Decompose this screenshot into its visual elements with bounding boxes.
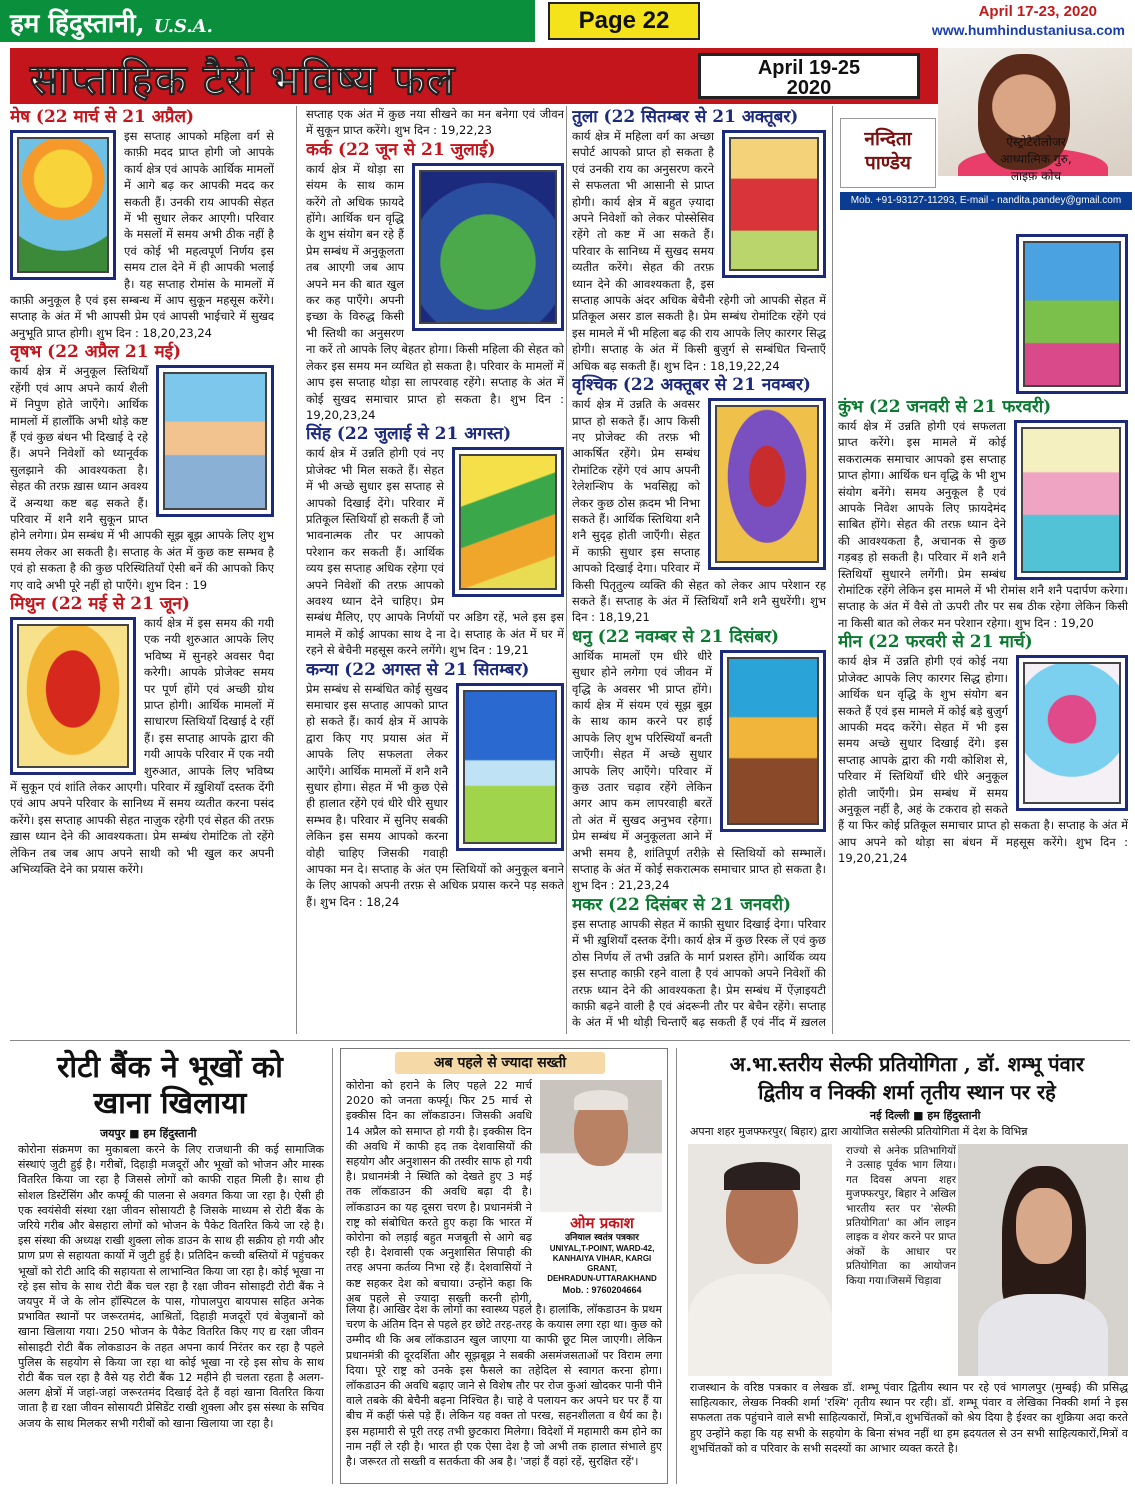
tarot-card-kark [412, 163, 564, 331]
page-number: Page 22 [548, 2, 700, 40]
section-divider [10, 1040, 1130, 1041]
tarot-card-singh [452, 447, 564, 597]
column-divider [296, 106, 297, 1034]
photo-shambhu-panwar [688, 1144, 832, 1376]
sign-dhanu-text: आर्थिक मामलों एम धीरे धीरे सुधार होने लगेगा एवं जीवन में वृद्धि के अवसर भी प्राप्त होंगे। कार्य क्षेत्र में संयम एवं सूझ बूझ के साथ काम करने पर हाई आपके लिए शुभ परिस्थियाँ बनती जाएँगी। सेहत में अच्छे सुधार आपके लिए आएँगे। परिवार में कुछ उतार चढ़ाव रहेंगे लेकिन अगर आप कम लापरवाही बरतें तो अंत में सुखद अनुभव रहेगा। प्रेम सम्बंध में अनुकूलता आने में अभी समय है, शांतिपूर्ण तरीक़े से स्तिथियों को सम्भालें। सप्ताह के अंत में कोई सकरात्मक समाचार प्राप्त हो सकता है। शुभ दिन : 21,23,24 [572, 648, 826, 893]
tarot-card-kumbh [1014, 420, 1128, 580]
story2-author-address3: DEHRADUN-UTTARAKHAND [547, 1274, 657, 1283]
sign-mesh-heading: मेष (22 मार्च से 21 अप्रैल) [10, 107, 195, 127]
sign-vrishabh-heading: वृषभ (22 अप्रैल 21 मई) [10, 342, 182, 363]
story2-author-address1: UNIYAL,T-POINT, WARD-42, [549, 1244, 655, 1253]
sign-meen-text: कार्य क्षेत्र में उन्नति होगी एवं कोई नया प्रोजेक्ट आपके लिए कारगर सिद्ध होगा। आर्थिक धन वृद्धि के शुभ संयोग बन सकते हैं एवं इस मामले में कोई बड़े बुज़ुर्ग आपकी मदद करेंगे। सेहत में भी इस समय अच्छे सुधार दिखाई देंगे। इस सप्ताह आपके द्वारा की गयी कोशिश से, परिवार में स्तिथियाँ धीरे धीरे अनुकूल होती जाएँगी। प्रेम सम्बंध में समय अनुकूल नहीं है, अहं के टकराव हो सकते हैं या फिर कोई प्रतिकूल समाचार प्राप्त हो सकता है। सप्ताह के अंत में आप अपने को थोड़ा सा बंधन में महसूस करेंगे। शुभ दिन : 19,20,21,24 [838, 654, 1128, 866]
sign-makar-text: इस सप्ताह आपकी सेहत में काफ़ी सुधार दिखाई देगा। परिवार में भी ख़ुशियाँ दस्तक देंगी। कार्य क्षेत्र में कुछ रिस्क लें एवं कुछ ठोस निर्णय लें तभी उन्नति के मार्ग प्रशस्त होंगे। आर्थिक व्यय इस सप्ताह काफ़ी रहने वाला है एवं आपको अपने निवेशों की तरफ़ ध्यान देने की आवश्यकता है। प्रेम सम्बंध में ऐंज़ाइयटी काफ़ी बढ़ने वाली है एवं अंदरूनी तौर पर बेचैन रहेंगे। सप्ताह के अंत में भी थोड़ी चिन्ताएँ बढ़ सकती हैं एवं नींद में ख़लल [572, 916, 826, 1030]
sign-kark-text: कार्य क्षेत्र में थोड़ा सा संयम के साथ काम करेंगे तो अधिक फ़ायदे होंगे। आर्थिक धन वृद्धि के शुभ संयोग बन रहे हैं प्रेम सम्बंध में अनुकूलता तब आएगी जब आप अपने मन की बात खुल कर कह पाएँगे। अपनी इच्छा के विरुद्ध किसी भी स्तिथी का अनुसरण ना करें तो आपके लिए बेहतर होगा। किसी महिला की सेहत को लेकर इस समय मन व्यथित हो सकता है। परिवार के मामलों में आप इस सप्ताह थोड़ा सा लापरवाह रहेंगे। सप्ताह के अंत में कोई सुखद समाचार प्राप्त हो सकता है। शुभ दिन : 19,20,23,24 [306, 161, 564, 422]
story2-author-card [540, 1214, 664, 1294]
story1-title-line1: रोटी बैंक ने भूखों को [57, 1050, 283, 1085]
tarot-card-tula [722, 130, 826, 278]
tarot-card-vrishabh [156, 365, 274, 517]
tarot-title-band [10, 48, 938, 104]
sign-singh-text: कार्य क्षेत्र में उन्नति होगी एवं नए प्रोजेक्ट भी मिल सकते हैं। सेहत में भी अच्छे सुधार इस सप्ताह से आपको दिखाई देंगे। परिवार में प्रतिकूल स्तिथियाँ हो सकती हैं जो भावनात्मक तौर पर आपको परेशान कर सकती हैं। आर्थिक व्यय इस सप्ताह अधिक रहेगा एवं अपने निवेशों की तरफ़ आपको अवश्य ध्यान देने चाहिए। प्रेम सम्बंध मैलिए, एए आपके निर्णयों पर अडिग रहें, भले इस इस मामले में कोई आपका साथ दे ना दे। सप्ताह के अंत में घर में रहने से बेचैनी महसूस करने लगेंगे। शुभ दिन : 19,21 [306, 446, 564, 658]
page-header [0, 0, 1135, 42]
sign-kumbh-text: कार्य क्षेत्र में उन्नति होगी एवं सफलता प्राप्त करेंगे। इस मामले में कोई सकरात्मक समाचार आपको इस सप्ताह प्राप्त होगा। आर्थिक धन वृद्धि के भी शुभ संयोग बनेंगे। समय अनुकूल है एवं आपके निवेश आपके लिए फ़ायदेमंद साबित होंगे। सेहत की तरफ़ ध्यान देने की आवश्यकता है, अचानक से कुछ गड़बड़ हो सकती है। परिवार में शनै शनै स्तिथियाँ सुधारने लगेंगी। प्रेम सम्बंध रोमांटिक रहेंगे लेकिन इस मामले में भी रोमांस शनै शनै पदार्पण करेगा। सप्ताह के अंत में वैसे तो ऊपरी तौर पर सब ठीक रहेगा लेकिन किसी ना किसी बात को लेकर मन परेशान रहेगा। शुभ दिन : 19,20 [838, 419, 1128, 630]
column-2 [306, 106, 564, 1032]
website-url[interactable]: www.humhindustaniusa.com [931, 22, 1125, 38]
tarot-card-dhanu [720, 650, 826, 832]
masthead [0, 0, 535, 42]
author-photo-om-prakash [540, 1080, 662, 1212]
author-box [840, 118, 1132, 190]
story3-text-side: राज्यो से अनेक प्रतिभागियों ने उत्साह पूर्वक भाग लिया। गत दिवस अपना शहर मुजफ्फरपुर, बिहार ने अखिल भारतीय स्तर पर 'सेल्फी प्रतियोगिता' का ऑन लाइन लाइक व शेयर करने पर प्राप्त अंकों के आधार पर प्रतियोगिता का आयोजन किया गया।जिसमें चिड़ावा [846, 1145, 956, 1287]
author-contact: Mob. +91-93127-11293, E-mail - nandita.pandey@gmail.com [840, 192, 1132, 210]
sign-singh-heading: सिंह (22 जुलाई से 21 अगस्त) [306, 424, 512, 445]
sign-vrishchik-text: कार्य क्षेत्र में उन्नति के अवसर प्राप्त हो सकते हैं। आप किसी नए प्रोजेक्ट की तरफ़ भी आकर्षित रहेंगे। प्रेम सम्बंध रोमांटिक रहेंगे एवं आप अपनी रेलेशन्शिप के भवसिह्य को लेकर कुछ ठोस क़दम भी निभा सकते हैं। आर्थिक स्तिथिया शनै शनै सुदृढ़ होती जाएँगी। सेहत में काफ़ी सुधार इस सप्ताह आपको दिखाई देगा। परिवार में किसी पितृतुल्य व्यक्ति की सेहत को लेकर आप परेशान रह सकते हैं। सप्ताह के अंत में स्तिथियाँ शनै शनै सुधरेंगी। शुभ दिन : 18,19,21 [572, 397, 826, 625]
story1-title-line2: खाना खिलाया [93, 1086, 247, 1121]
column-3 [572, 106, 826, 1032]
masthead-title: हम हिंदुस्तानी, [10, 9, 145, 39]
tarot-card-meen [1016, 655, 1128, 811]
author-name [840, 118, 936, 188]
column-divider [676, 1048, 677, 1484]
sign-mithun-heading: मिथुन (22 मई से 21 जून) [10, 593, 190, 614]
column-divider [566, 106, 567, 1034]
tarot-card-mesh [10, 130, 116, 280]
sign-tula-text: कार्य क्षेत्र में महिला वर्ग का अच्छा सपोर्ट आपको प्राप्त हो सकता है एवं उनकी राय का अनुसरण करने से सफलता भी आसानी से प्राप्त होगी। कार्य क्षेत्र में बहुत ज़्यादा अपने निवेशों को लेकर पोस्सेसिव रहेंगे तो कष्ट में आ सकते हैं। परिवार के सानिध्य में सुखद समय व्यतीत करेंगे। सेहत की तरफ़ ध्यान देने की आवश्यकता है, इस सप्ताह आपके अंदर अधिक बेचैनी रहेगी जो आपकी सेहत में प्रतिकूल असर डाल सकती है। प्रेम सम्बंध रोमांटिक रहेंगे एवं इस मामले में भी महिला बढ़ की राय आपके लिए कारगर सिद्ध होगी। सप्ताह के अंत में किसी बुज़ुर्ग से सम्बंधित चिन्ताएँ अधिक बढ़ सकती हैं। शुभ दिन : 18,19,22,24 [572, 129, 826, 373]
story2-text-bottom: लिया है। आखिर देश के लोगों का स्वास्थ्य पहले है। हालांकि, लॉकडाउन के प्रथम चरण के अंतिम दिन से पहले हर छोटे तरह-तरह के कयास लगा रहा था। कुछ को उम्मीद थी कि अब लॉकडाउन खुल जाएगा या काफी छूट मिल जाएगी। लेकिन प्रधानमंत्री की दूरदर्शिता और सूझबूझ ने सबकी असमंजसताओं पर विराम लगा दिया। पूरे राष्ट्र को उनके इस फैसले का तहेदिल से स्वागत करना होगा। लॉकडाउन की अवधि बढ़ाए जाने से विशेष तौर पर रोज कुआं खोदकर पानी पीने वाले तबके की बेचैनी बढ़ना निश्चित है। चाहे वे पलायन कर अपने घर पर हैं या बीच में कहीं फंसे पड़े हैं। लेकिन यह वक्त तो परख, सहनशीलता व धैर्य का है। इस महामारी से पूरी तरह तभी छुटकारा मिलेगा। विदेशों में महामारी कम होने का नाम नहीं ले रही है। भारत ही एक ऐसा देश है जो अभी तक हालात संभाले हुए है। जरूरत तो सख्ती व सतर्कता की अब है। 'जहां हैं वहां रहें, सुरक्षित रहें'। [346, 1303, 662, 1469]
story3-text-intro: अपना शहर मुजफ्फरपुर( बिहार) द्वारा आयोजित ससेल्फी प्रतियोगिता में देश के विभिन्न [690, 1125, 1028, 1138]
tarot-card-vrishchik [708, 398, 826, 570]
story2-author-name: ओम प्रकाश [570, 1214, 634, 1232]
story1-title [20, 1050, 320, 1122]
sign-mithun-text: कार्य क्षेत्र में इस समय की गयी एक नयी शुरुआत आपके लिए भविष्य में सुनहरे अवसर पैदा करेगी। आपके प्रोजेक्ट समय पर पूर्ण होंगे एवं अच्छी ग्रोथ प्राप्त होगी। आर्थिक मामलों में साधारण स्तिथियाँ दिखाई दे रहीं हैं। इस सप्ताह आपके द्वारा की गयी आपके परिवार में एक नयी शुरुआत, आपके लिए भविष्य में सुकून एवं शांति लेकर आएगी। परिवार में ख़ुशियाँ दस्तक देंगी एवं आप अपने परिवार के सानिध्य में समय व्यतीत करना पसंद करेंगे। इस सप्ताह आपकी सेहत नाज़ुक रहेगी एवं सेहत की तरफ़ ख़ास ध्यान देने की आवश्यकता। प्रेम सम्बंध रोमांटिक तो रहेंगे लेकिन तब जब आप अपने साथी को भी खुल कर अपनी अभिव्यक्ति देने का प्रयास करेंगे। [10, 615, 274, 877]
story1-byline: जयपुर ■ हम हिंदुस्तानी [100, 1127, 197, 1140]
story2-author-address2: KANHAIYA VIHAR, KARGI GRANT, [552, 1254, 652, 1273]
week-box [698, 53, 920, 99]
tarot-title: साप्ताहिक टैरो भविष्य फल [30, 55, 456, 104]
photo-nikki-sharma [958, 1144, 1128, 1376]
issue-date: April 17-23, 2020 [978, 3, 1097, 20]
story1-text: कोरोना संक्रमण का मुकाबला करने के लिए राजधानी की कई सामाजिक संस्थाएं जुटी हुई है। गरीबों, दिहाड़ी मजदूरों और भूखों को भोजन और मास्क वितरित किया जा रहा है जिससे लोगों को काफी राहत मिली है। साथ ही सोशल डिस्टेंसिंग और कर्फ्यू की पालना से अवगत किया जा रहा है। ऐसी ही एक स्वयंसेवी संस्था रक्षा जीवन सोसायटी है जिसके माध्यम से रोटी बैंक के जरिये गरीब और बेसहारा लोगों को भोजन के पैकेट वितरित किये जा रहे है। इस संस्था की अध्यक्ष राखी शुक्ला लोक डाउन के साथ ही सक्रीय हो गयी और प्राण प्रण से सहायता कार्यो में जुटी हुई है। प्रतिदिन कच्ची बस्तियों में पहुंचकर भूखों को रोटी आदि की सहायता से लाभान्वित किया जा रहा है। कोई भूखा ना रहे इस सोच के साथ रोटी बैंक चल रहा है रक्षा जीवन सोसाइटी रोटी बैंक ने जयपुर में जे के लोन हॉस्पिटल के पास, गोपालपुरा बायपास सहित अनेक प्रभावित स्थानों पर जरूरतमंद, आश्रितों, दिहाड़ी मजदूरों एवं बेजुबानों को खाना खिलाया गया। 250 भोजन के पैकेट वितरित किए गए द्य रक्षा जीवन सोसाइटी रोटी बैंक लोकडाउन के तहत अपना कार्य निरंतर कर रहा है पहले पुलिस के सहयोग से किया जा रहा था कोई भूखा ना रहे इस सोच के साथ रोटी बैंक चल रहा है वैसे यह रोटी बैंक 12 महीने ही चलता रहता है अलग-अलग क्षेत्रों में जहां-जहां जरूरतमंद दिखाई देते हैं वहां खाना वितरित किया जाता है द्य रक्षा जीवन सोसायटी प्रेसिडेंट राखी शुक्ला और इस संस्था के सचिव अजय के साथ मिलकर सभी गरीबों को खाना खिलाया जा रहा है। [18, 1143, 324, 1430]
sign-makar-heading: मकर (22 दिसंबर से 21 जनवरी) [572, 894, 792, 915]
sign-vrishchik-heading: वृश्चिक (22 अक्तूबर से 21 नवम्बर) [572, 375, 811, 396]
tarot-card-makar [1016, 234, 1128, 394]
tarot-card-kanya [456, 683, 564, 851]
story3-byline: नई दिल्ली ■ हम हिंदुस्तानी [870, 1109, 981, 1122]
story2-author-mob: Mob. : 9760204664 [562, 1285, 642, 1295]
sign-kark-heading: कर्क (22 जून से 21 जुलाई) [306, 139, 496, 160]
story2-text-top: कोरोना को हराने के लिए पहले 22 मार्च 2020 को जनता कर्फ्यू। फिर 25 मार्च से इक्कीस दिन का लॉकडाउन। जिसकी अवधि 14 अप्रैल को समाप्त हो गयी है। इक्कीस दिन की अवधि में काफी हद तक देशवासियों की सहयोग और अनुशासन की तस्वीर साफ हो गयी है। प्रधानमंत्री ने स्थिति को देखते हुए 3 मई तक लॉकडाउन की अवधि बढ़ा दी है। लॉकडाउन का यह दूसरा चरण है। प्रधानमंत्री ने राष्ट्र को संबोधित करते हुए कहा कि भारत में कोरोना को लड़ाई बहुत मजबूती से आगे बढ़ रही है। देशवासी एक अनुशासित सिपाही की तरह अपना कर्तव्य निभा रहे हैं। देशवासियों ने कष्ट सहकर देश को बचाया। उन्होंने कहा कि अब पहले से ज्यादा सख्ती करनी होगी, [346, 1079, 532, 1305]
sign-meen-heading: मीन (22 फरवरी से 21 मार्च) [838, 632, 1033, 653]
author-designation-2: आध्यात्मिक गुरु, [1000, 152, 1072, 166]
author-name-line2: पाण्डेय [865, 152, 911, 174]
column-1 [10, 106, 274, 1032]
sign-dhanu-heading: धनु (22 नवम्बर से 21 दिसंबर) [572, 626, 780, 647]
week-year: 2020 [786, 77, 832, 99]
sign-mesh-text: इस सप्ताह आपको महिला वर्ग से काफ़ी मदद प्राप्त होगी जो आपके कार्य क्षेत्र एवं आपके आर्थिक मामलों में आगे बढ़ कर आपकी मदद कर सकती हैं। उनकी राय आपकी सेहत में भी सुधार लेकर आएगी। परिवार के मसलों में समय अभी ठीक नहीं है एवं कोई भी महत्वपूर्ण निर्णय इस समय टाल देने में ही आपकी भलाई है। यह सप्ताह रोमांस के मामलों में काफ़ी अनुकूल है एवं इस सम्बन्ध में आप सुकून महसूस करेंगे। सप्ताह के अंत में भी आपसी प्रेम एवं आपसी भाईचारे में सुखद अनुभूति प्राप्त होगी। शुभ दिन : 18,20,23,24 [10, 129, 274, 340]
author-designation [940, 118, 1132, 188]
author-name-line1: नन्दिता [864, 128, 912, 150]
author-designation-3: लाइफ़ कोच [1010, 169, 1062, 183]
sign-vrishabh-text: कार्य क्षेत्र में अनुकूल स्तिथियाँ रहेंगी एवं आप अपने कार्य शैली में निपुण होते जाएँगे। आर्थिक मामलों में हालाँकि अभी थोड़े कष्ट हैं एवं कुछ बंधन भी दिखाई दे रहे हैं। अपने निवेशों को ध्यानूर्वक सुलझाने की आवश्यकता है। सेहत की तरफ़ ख़ास ध्यान अवश्य दें अन्यथा कष्ट बढ़ सकते हैं। परिवार में शनै शनै सुकून प्राप्त होने लगेगा। प्रेम सम्बंध में भी आपकी सूझ बूझ आपके लिए शुभ समय लेकर आ सकती है। सप्ताह के अंत में कुछ कष्ट सम्भव है एवं हो सकता है की कुछ परिस्थितियाँ ऐसी बनें की आपको किए गए वादे अभी पूरे नहीं हो पाएँगे। शुभ दिन : 19 [10, 364, 274, 592]
column-divider [332, 1048, 333, 1484]
tarot-card-mithun [10, 617, 136, 775]
sign-tula-heading: तुला (22 सितम्बर से 21 अक्तूबर) [572, 107, 799, 127]
sign-kanya-text: प्रेम सम्बंध से सम्बंधित कोई सुखद समाचार इस सप्ताह आपको प्राप्त हो सकते हैं। कार्य क्षेत्र में आपके द्वारा किए गए प्रयास अंत में आपके लिए सफलता लेकर आएँगे। आर्थिक मामलों में शनै शनै सुधार होगा। सेहत में भी कुछ ऐसे ही हालात रहेंगे एवं धीरे धीरे सुधार सम्भव है। परिवार में सुनिए सबकी लेकिन इस समय आपको करना वोही चाहिए जिसकी गवाही आपका मन दे। सप्ताह के अंत एम स्तिथियों को अनुकूल बनाने के लिए आपको अपनी तरफ़ से अधिक प्रयास करने पड़ सकते हैं। शुभ दिन : 18,24 [306, 681, 564, 909]
author-designation-1: ऐस्ट्रोटैरोलोजर [1006, 135, 1066, 149]
week-range: April 19-25 [757, 57, 861, 79]
sign-mithun-continued: सप्ताह एक अंत में कुछ नया सीखने का मन बनेगा एवं जीवन में सुकून प्राप्त करेंगे। शुभ दिन : 19,22,23 [306, 107, 564, 138]
story2-author-title: उनियाल स्वतंत्र पत्रकार [565, 1233, 639, 1243]
column-divider [832, 106, 833, 1034]
story3-title-line1: अ.भा.स्तरीय सेल्फी प्रतियोगिता , डॉ. शम्भू पंवार [729, 1052, 1085, 1076]
story2-title: अब पहले से ज्यादा सख्ती [395, 1052, 605, 1074]
story3-text-bottom: राजस्थान के वरिष्ठ पत्रकार व लेखक डॉ. शम्भू पंवार द्वितीय स्थान पर रहे एवं भागलपुर (मुम्बई) की प्रसिद्ध साहित्यकार, लेखक निक्की शर्मा 'रश्मि' तृतीय स्थान पर रही। डॉ. शम्भू पंवार व लेखिका निक्की शर्मा ने इस सफलता तक पहुंचाने वाले सभी साहित्यकारों, मित्रों,व शुभचिंतकों को श्रेय दिया है ईश्वर का शुक्रिया अदा करते हुए उन्होंने कहा कि यह सभी के सहयोग के बिना संभव नहीं था हम ह्रदयतल से उन सभी साहित्यकारों,मित्रों व शुभचिंतकों को व परिवार के सभी सदस्यों का आभार व्यक्त करते है। [690, 1381, 1128, 1455]
masthead-suffix: U.S.A. [153, 16, 213, 37]
column-4 [838, 232, 1128, 1032]
story3-title [684, 1050, 1130, 1106]
sign-kumbh-heading: कुंभ (22 जनवरी से 21 फरवरी) [838, 397, 1052, 417]
story3-title-line2: द्वितीय व निक्की शर्मा तृतीय स्थान पर रहे [758, 1080, 1056, 1104]
sign-kanya-heading: कन्या (22 अगस्त से 21 सितम्बर) [306, 659, 530, 680]
